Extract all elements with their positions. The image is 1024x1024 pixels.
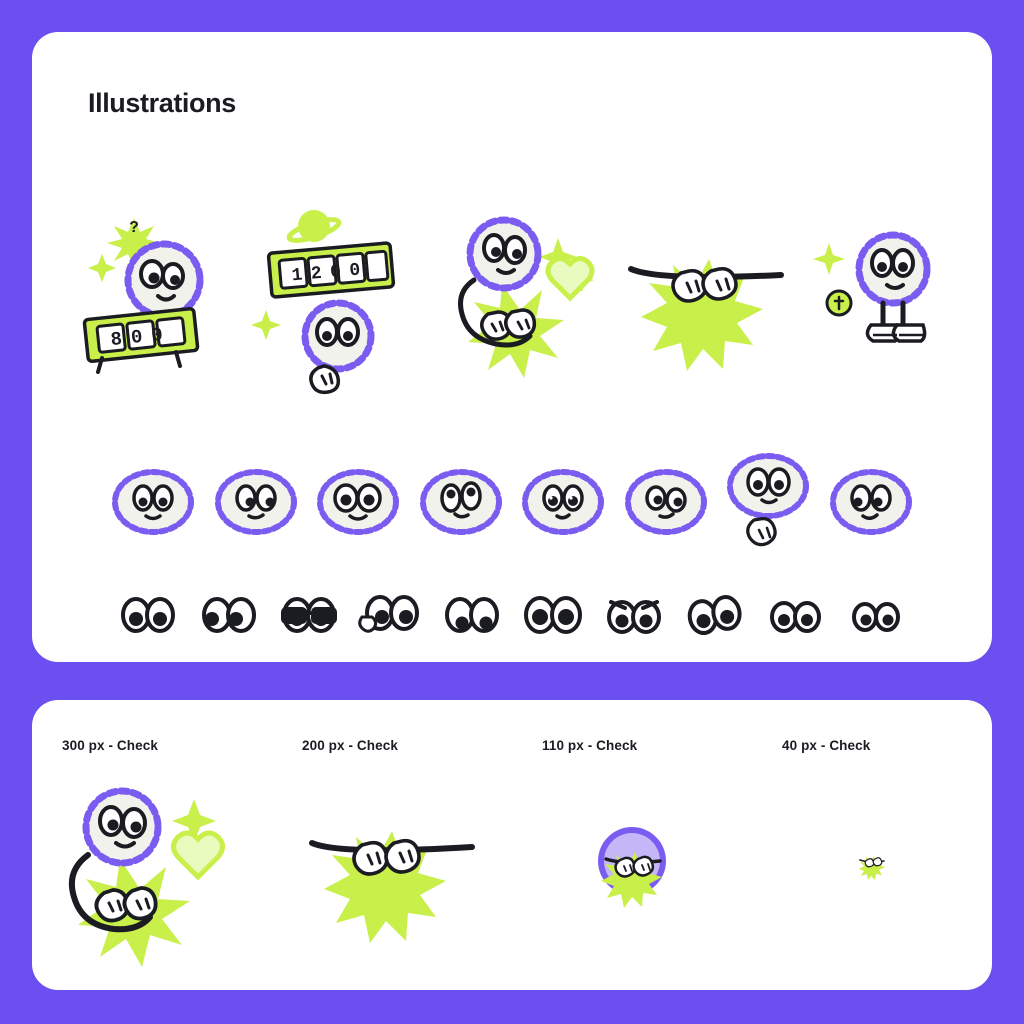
illustration-eyes-wink-hand[interactable]	[350, 582, 431, 652]
illustration-counter-800-question[interactable]	[72, 195, 252, 410]
page-title: Illustrations	[88, 88, 236, 118]
illustration-blob-face-neutral[interactable]	[103, 452, 203, 552]
sparkle-icon	[813, 243, 845, 275]
illustrations-card	[32, 32, 992, 662]
illustration-blob-face-look-right[interactable]	[206, 452, 306, 552]
illustration-eyes-tilt[interactable]	[674, 582, 755, 652]
blob-face	[470, 220, 538, 288]
size-art-40[interactable]	[752, 771, 992, 951]
illustration-blob-star-heart-hands[interactable]	[432, 195, 617, 410]
size-label-110: 110 px - Check	[542, 738, 638, 753]
illustration-blob-with-shoes-coin[interactable]	[797, 195, 967, 410]
size-art-300[interactable]	[32, 771, 272, 951]
heart-icon	[548, 258, 592, 298]
eyes-row	[32, 572, 992, 662]
blob-face	[86, 791, 158, 863]
sparkle-icon	[251, 310, 281, 340]
size-column-300	[32, 738, 272, 951]
size-columns	[32, 738, 992, 951]
size-label-300: 300 px - Check	[62, 738, 158, 753]
blob-face	[859, 235, 927, 303]
illustration-eyes-sunglasses[interactable]	[269, 582, 350, 652]
illustration-blob-face-squint[interactable]	[616, 452, 716, 552]
illustration-eyes-small[interactable]	[836, 582, 917, 652]
illustration-blob-face-side-glance[interactable]	[821, 452, 921, 552]
illustration-eyes-half-closed[interactable]	[755, 582, 836, 652]
size-label-200: 200 px - Check	[302, 738, 398, 753]
size-label-40: 40 px - Check	[782, 738, 871, 753]
hand-icon	[748, 519, 775, 545]
hand-icon	[311, 366, 338, 392]
blob-face	[128, 244, 200, 316]
heart-icon	[174, 833, 223, 877]
illustration-eyes-angry[interactable]	[593, 582, 674, 652]
illustration-eyes-neutral[interactable]	[107, 582, 188, 652]
coin-icon	[827, 291, 851, 315]
legs-and-shoes	[867, 303, 924, 341]
hands-icon	[481, 310, 534, 339]
illustration-blob-face-look-up[interactable]	[411, 452, 511, 552]
illustration-blob-face-hand-wave[interactable]	[718, 452, 818, 552]
question-mark-label: ?	[129, 219, 139, 236]
blob-row	[32, 442, 992, 562]
scene-row	[32, 192, 992, 412]
counter-value: 800	[109, 322, 173, 352]
blob-face	[305, 303, 371, 369]
size-check-card	[32, 700, 992, 990]
illustration-eyes-look-left[interactable]	[188, 582, 269, 652]
illustration-blob-face-sparkle-eyes[interactable]	[513, 452, 613, 552]
sparkle-icon	[88, 254, 116, 282]
illustration-counter-1200-planet[interactable]	[252, 195, 432, 410]
planet-icon	[287, 210, 341, 245]
size-column-40	[752, 738, 992, 951]
size-art-200[interactable]	[272, 771, 512, 951]
illustration-hands-on-bar-star[interactable]	[617, 195, 797, 410]
illustration-eyes-wide[interactable]	[512, 582, 593, 652]
size-art-110[interactable]	[512, 771, 752, 951]
size-column-110	[512, 738, 752, 951]
size-column-200	[272, 738, 512, 951]
illustration-eyes-look-down[interactable]	[431, 582, 512, 652]
counter-board	[268, 243, 393, 297]
counter-value: 1200	[290, 259, 370, 287]
illustration-blob-face-wide-eyes[interactable]	[308, 452, 408, 552]
counter-board	[84, 308, 198, 372]
